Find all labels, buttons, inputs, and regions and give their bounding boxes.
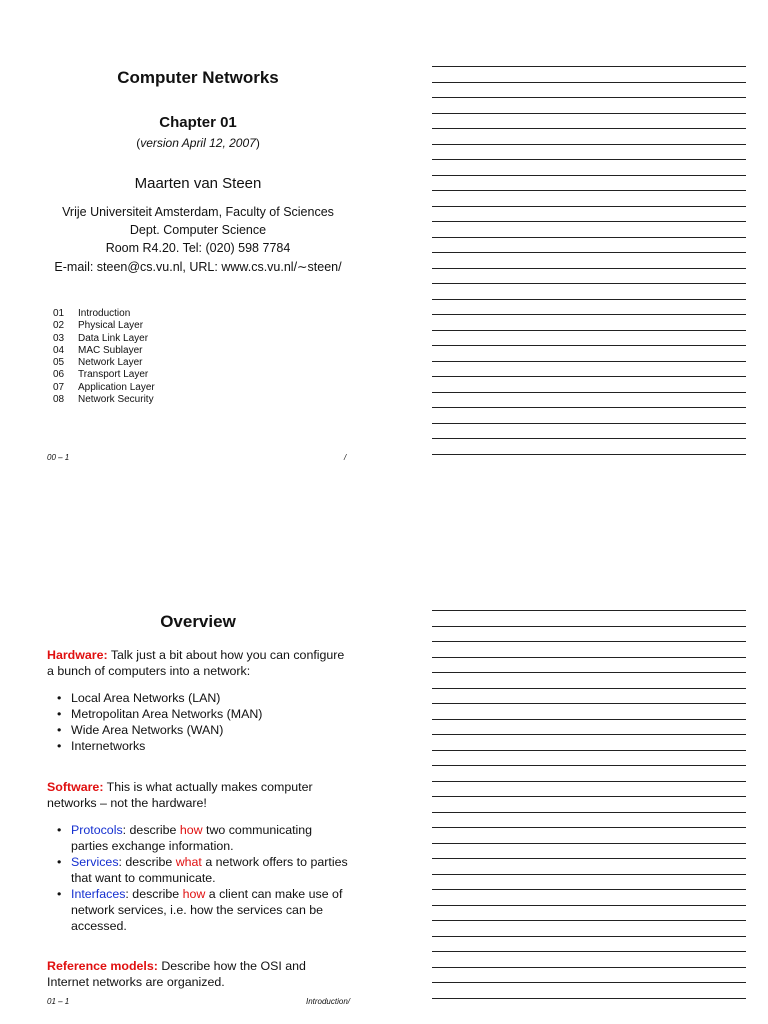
note-line [432, 672, 746, 673]
note-line [432, 144, 746, 145]
note-line [432, 330, 746, 331]
note-line [432, 874, 746, 875]
note-line [432, 299, 746, 300]
note-line [432, 936, 746, 937]
term-desc: two communicating parties exchange information. [71, 823, 313, 853]
software-text: This is what actually makes computer networks – not the hardware! [47, 780, 313, 810]
toc-number: 01 [53, 308, 65, 319]
slide-title: Overview [160, 612, 236, 631]
note-line [432, 827, 746, 828]
toc-item [53, 357, 155, 369]
note-line [432, 703, 746, 704]
note-line [432, 128, 746, 129]
toc-item [53, 345, 155, 357]
toc-item [53, 308, 155, 320]
version-text: version April 12, 2007 [140, 136, 256, 150]
software-paragraph [47, 779, 351, 811]
note-line [432, 314, 746, 315]
note-line [432, 407, 746, 408]
keyword: what [175, 855, 202, 869]
keyword: how [179, 823, 203, 837]
hardware-text: Talk just a bit about how you can configure a bunch of computers into a network: [47, 648, 345, 678]
toc-label: Transport Layer [78, 369, 149, 381]
toc-number: 07 [53, 381, 65, 393]
toc-number: 03 [53, 332, 65, 344]
software-label: Software: [47, 780, 104, 794]
note-line [432, 998, 746, 999]
toc-number: 08 [53, 394, 65, 406]
toc-label: Data Link Layer [78, 332, 149, 344]
term-desc: : describe [118, 855, 176, 869]
note-line [432, 376, 746, 377]
term-desc: a client can make use of network services, i.e. how the services can be accessed. [71, 887, 343, 933]
toc-number: 04 [53, 344, 65, 356]
note-line [432, 812, 746, 813]
note-line [432, 982, 746, 983]
note-line [432, 951, 746, 952]
note-line [432, 967, 746, 968]
note-line [432, 423, 746, 424]
version-paren-open: ( [136, 136, 141, 150]
reference-label: Reference models: [47, 959, 158, 973]
keyword: how [182, 887, 206, 901]
note-line [432, 750, 746, 751]
term: Interfaces [71, 887, 126, 901]
contact-line: E-mail: steen@cs.vu.nl, URL: www.cs.vu.nl/∼steen/ [54, 260, 342, 274]
note-line [432, 361, 746, 362]
term-desc: : describe [122, 823, 180, 837]
toc-number: 06 [53, 369, 65, 381]
note-line [432, 190, 746, 191]
note-line [432, 438, 746, 439]
toc-item [53, 333, 155, 345]
reference-models-paragraph [47, 958, 351, 990]
note-line [432, 657, 746, 658]
note-line [432, 719, 746, 720]
note-line [432, 734, 746, 735]
toc-label: Network Layer [78, 357, 143, 369]
toc-number: 05 [53, 357, 65, 369]
toc-label: Introduction [78, 308, 131, 319]
version-line [0, 136, 396, 150]
note-line [432, 889, 746, 890]
note-line [432, 283, 746, 284]
list-item: • Internetworks [47, 738, 351, 754]
term-desc: : describe [125, 887, 183, 901]
toc-item [53, 394, 155, 406]
toc-label: Application Layer [78, 381, 155, 393]
term-desc: a network offers to parties that want to communicate. [71, 855, 348, 885]
note-line [432, 905, 746, 906]
list-item [47, 854, 351, 886]
slide-title: Computer Networks [117, 68, 279, 87]
note-line [432, 843, 746, 844]
list-item: • Wide Area Networks (WAN) [47, 722, 351, 738]
author-name: Maarten van Steen [134, 175, 262, 192]
note-line [432, 221, 746, 222]
note-line [432, 392, 746, 393]
affiliation-line: Dept. Computer Science [129, 223, 267, 237]
reference-text: Describe how the OSI and Internet networks are organized. [47, 959, 306, 989]
note-line [432, 858, 746, 859]
toc-label: Network Security [78, 394, 154, 406]
note-line [432, 610, 746, 611]
note-line [432, 641, 746, 642]
note-line [432, 237, 746, 238]
chapter-heading: Chapter 01 [159, 114, 237, 131]
note-line [432, 66, 746, 67]
list-item: • Metropolitan Area Networks (MAN) [47, 706, 351, 722]
note-line [432, 159, 746, 160]
note-line [432, 454, 746, 455]
toc-item [53, 320, 155, 332]
note-line [432, 796, 746, 797]
note-line [432, 765, 746, 766]
note-line [432, 82, 746, 83]
toc-number: 02 [53, 320, 65, 332]
list-item [47, 822, 351, 854]
affiliation-line: Vrije Universiteit Amsterdam, Faculty of Sciences [62, 205, 334, 219]
slide-section: / [344, 453, 347, 462]
slide-number: 00 – 1 [47, 453, 70, 462]
software-list [47, 822, 351, 934]
table-of-contents [53, 308, 155, 406]
note-line [432, 781, 746, 782]
toc-item [53, 382, 155, 394]
note-line [432, 345, 746, 346]
term: Services [71, 855, 119, 869]
list-item [47, 886, 351, 934]
slide-number: 01 – 1 [47, 997, 70, 1006]
note-line [432, 688, 746, 689]
note-line [432, 113, 746, 114]
note-line [432, 920, 746, 921]
note-line [432, 268, 746, 269]
list-item: • Local Area Networks (LAN) [47, 690, 351, 706]
version-paren-close: ) [255, 136, 260, 150]
hardware-label: Hardware: [47, 648, 108, 662]
affiliation-line: Room R4.20. Tel: (020) 598 7784 [105, 241, 291, 255]
term: Protocols [71, 823, 123, 837]
hardware-paragraph [47, 647, 351, 679]
hardware-list [47, 690, 351, 754]
note-line [432, 626, 746, 627]
note-line [432, 252, 746, 253]
slide-section: Introduction/ [305, 997, 350, 1006]
note-line [432, 175, 746, 176]
toc-item [53, 369, 155, 381]
toc-label: MAC Sublayer [78, 344, 143, 356]
note-line [432, 206, 746, 207]
note-line [432, 97, 746, 98]
toc-label: Physical Layer [78, 320, 144, 332]
